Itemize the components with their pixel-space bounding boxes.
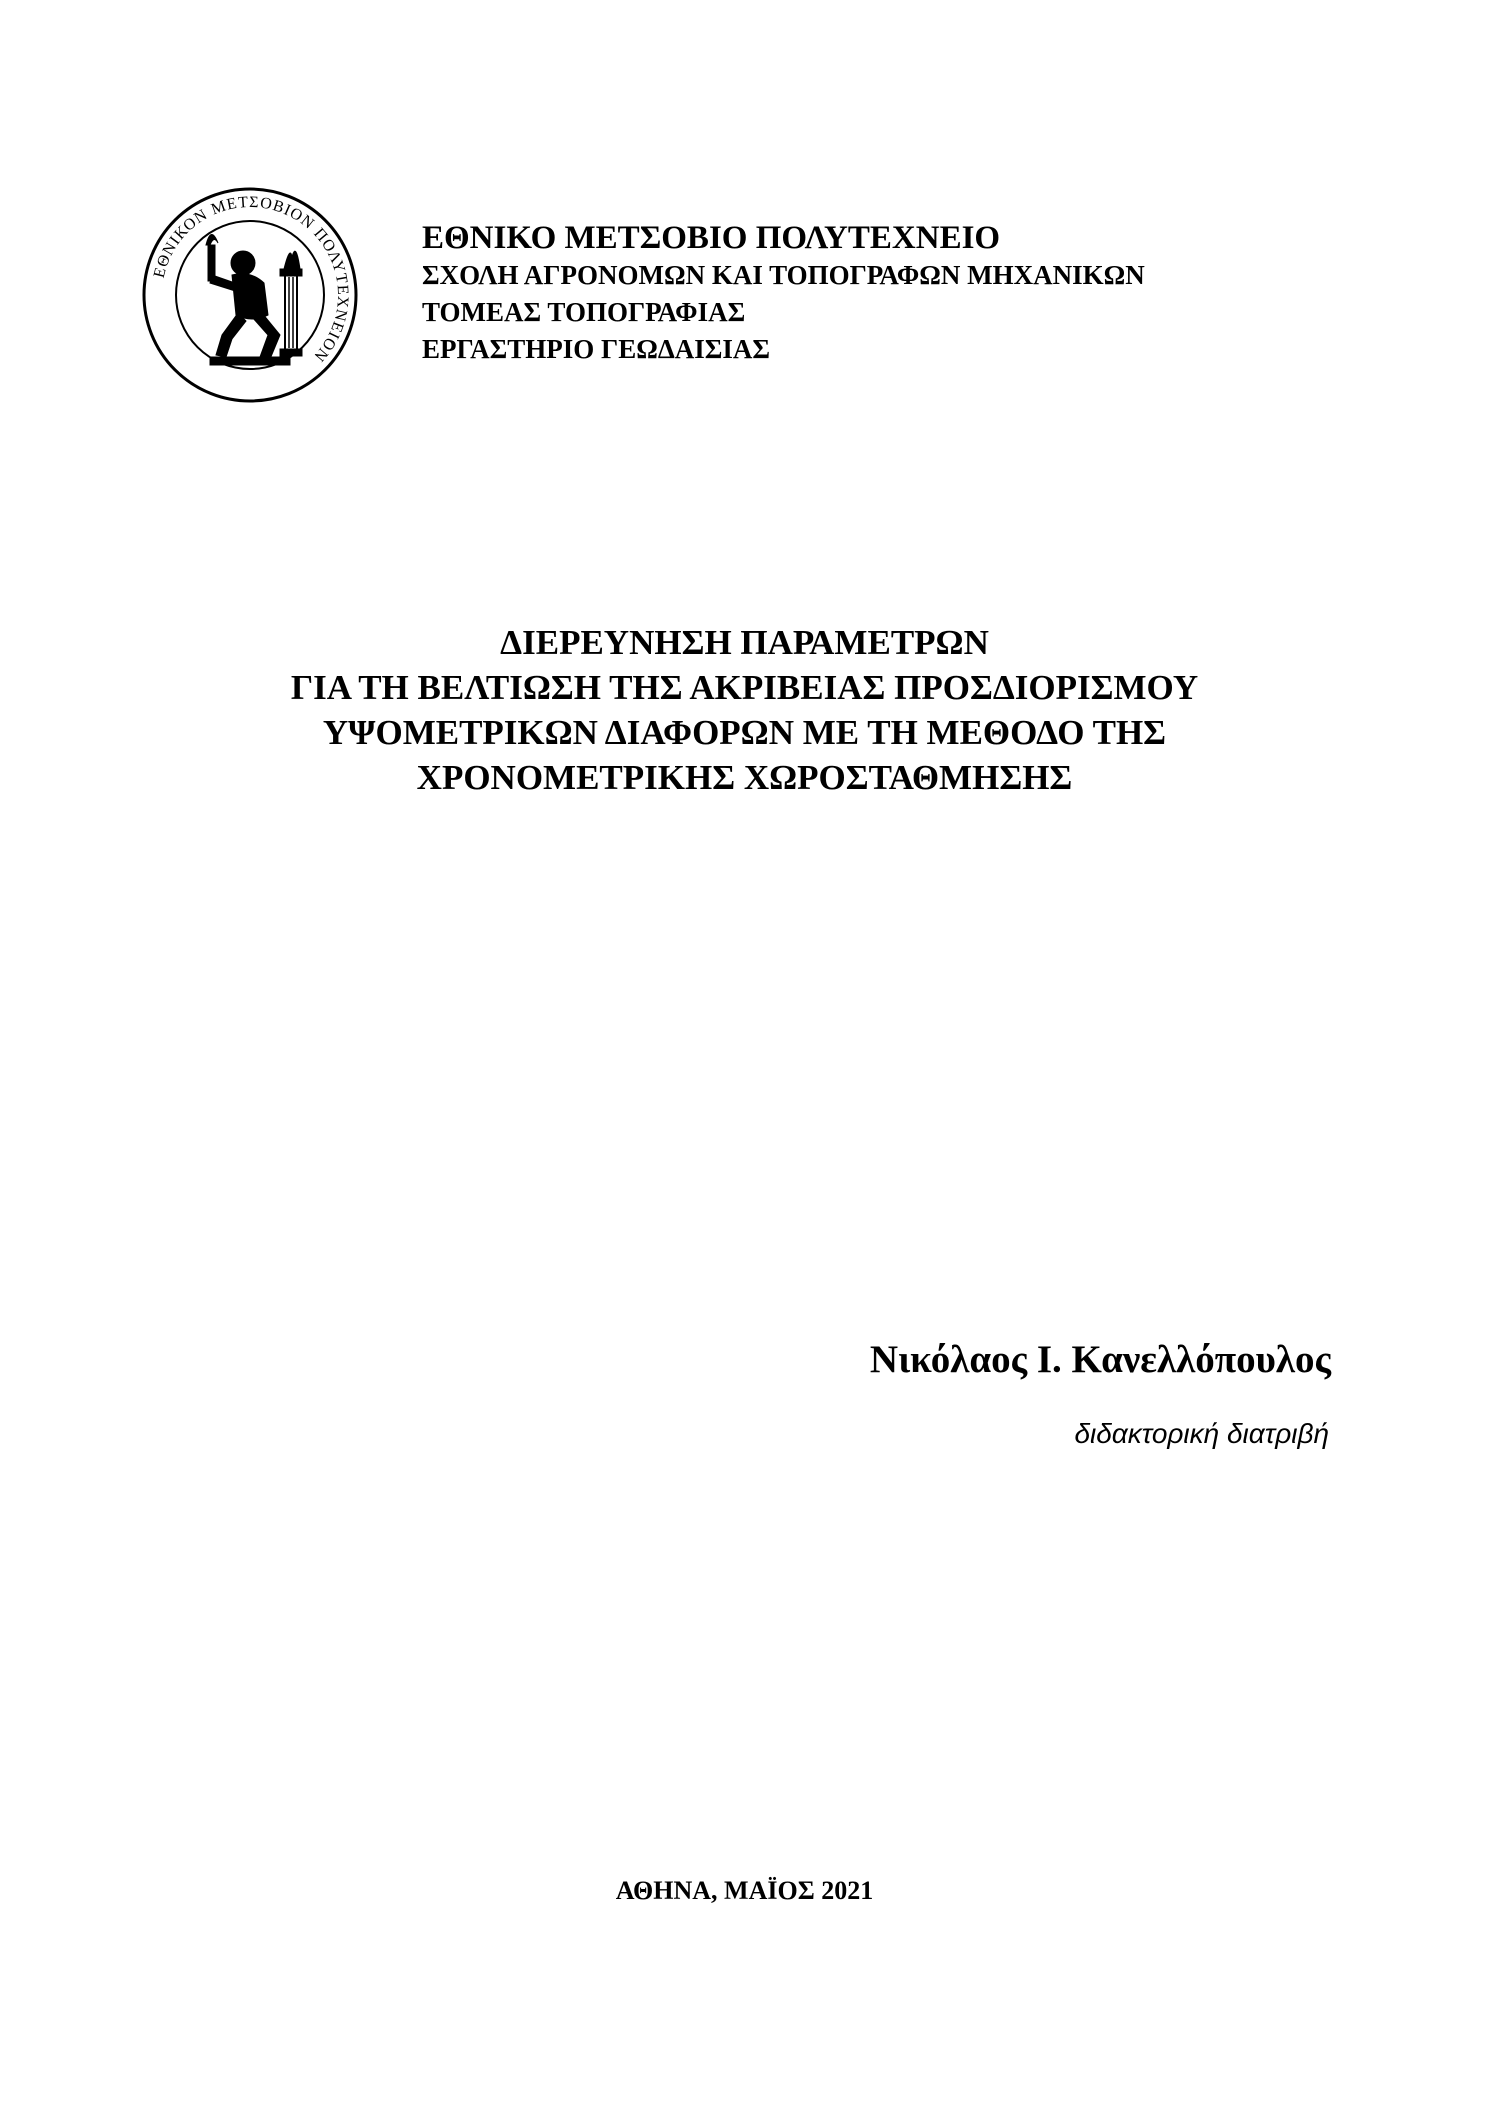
author-name: Νικόλαος Ι. Κανελλόπουλος [869,1338,1331,1381]
title-line: ΔΙΕΡΕΥΝΗΣΗ ΠΑΡΑΜΕΤΡΩΝ [500,623,989,662]
laboratory-name: ΕΡΓΑΣΤΗΡΙΟ ΓΕΩΔΑΙΣΙΑΣ [422,334,771,364]
department-name: ΤΟΜΕΑΣ ΤΟΠΟΓΡΑΦΙΑΣ [422,297,746,327]
title-line: ΓΙΑ ΤΗ ΒΕΛΤΙΩΣΗ ΤΗΣ ΑΚΡΙΒΕΙΑΣ ΠΡΟΣΔΙΟΡΙΣΜΟΥ [290,668,1199,707]
ntua-prometheus-seal-icon [140,185,360,405]
institution-header [422,222,1145,373]
seal-text: ΕΘΝΙΚΟΝ ΜΕΤΣΟΒΙΟΝ ΠΟΛΥΤΕΧΝΕΙΟΝ [150,193,352,366]
place-date: ΑΘΗΝΑ, ΜΑΪΟΣ 2021 [615,1876,874,1905]
title-line: ΥΨΟΜΕΤΡΙΚΩΝ ΔΙΑΦΟΡΩΝ ΜΕ ΤΗ ΜΕΘΟΔΟ ΤΗΣ [322,713,1167,752]
title-line: ΧΡΟΝΟΜΕΤΡΙΚΗΣ ΧΩΡΟΣΤΑΘΜΗΣΗΣ [416,758,1073,797]
thesis-title [0,620,1489,800]
school-name: ΣΧΟΛΗ ΑΓΡΟΝΟΜΩΝ ΚΑΙ ΤΟΠΟΓΡΑΦΩΝ ΜΗΧΑΝΙΚΩΝ [422,260,1145,290]
institution-name: ΕΘΝΙΚΟ ΜΕΤΣΟΒΙΟ ΠΟΛΥΤΕΧΝΕΙΟ [422,220,1001,256]
document-type: διδακτορική διατριβή [1074,1418,1329,1449]
